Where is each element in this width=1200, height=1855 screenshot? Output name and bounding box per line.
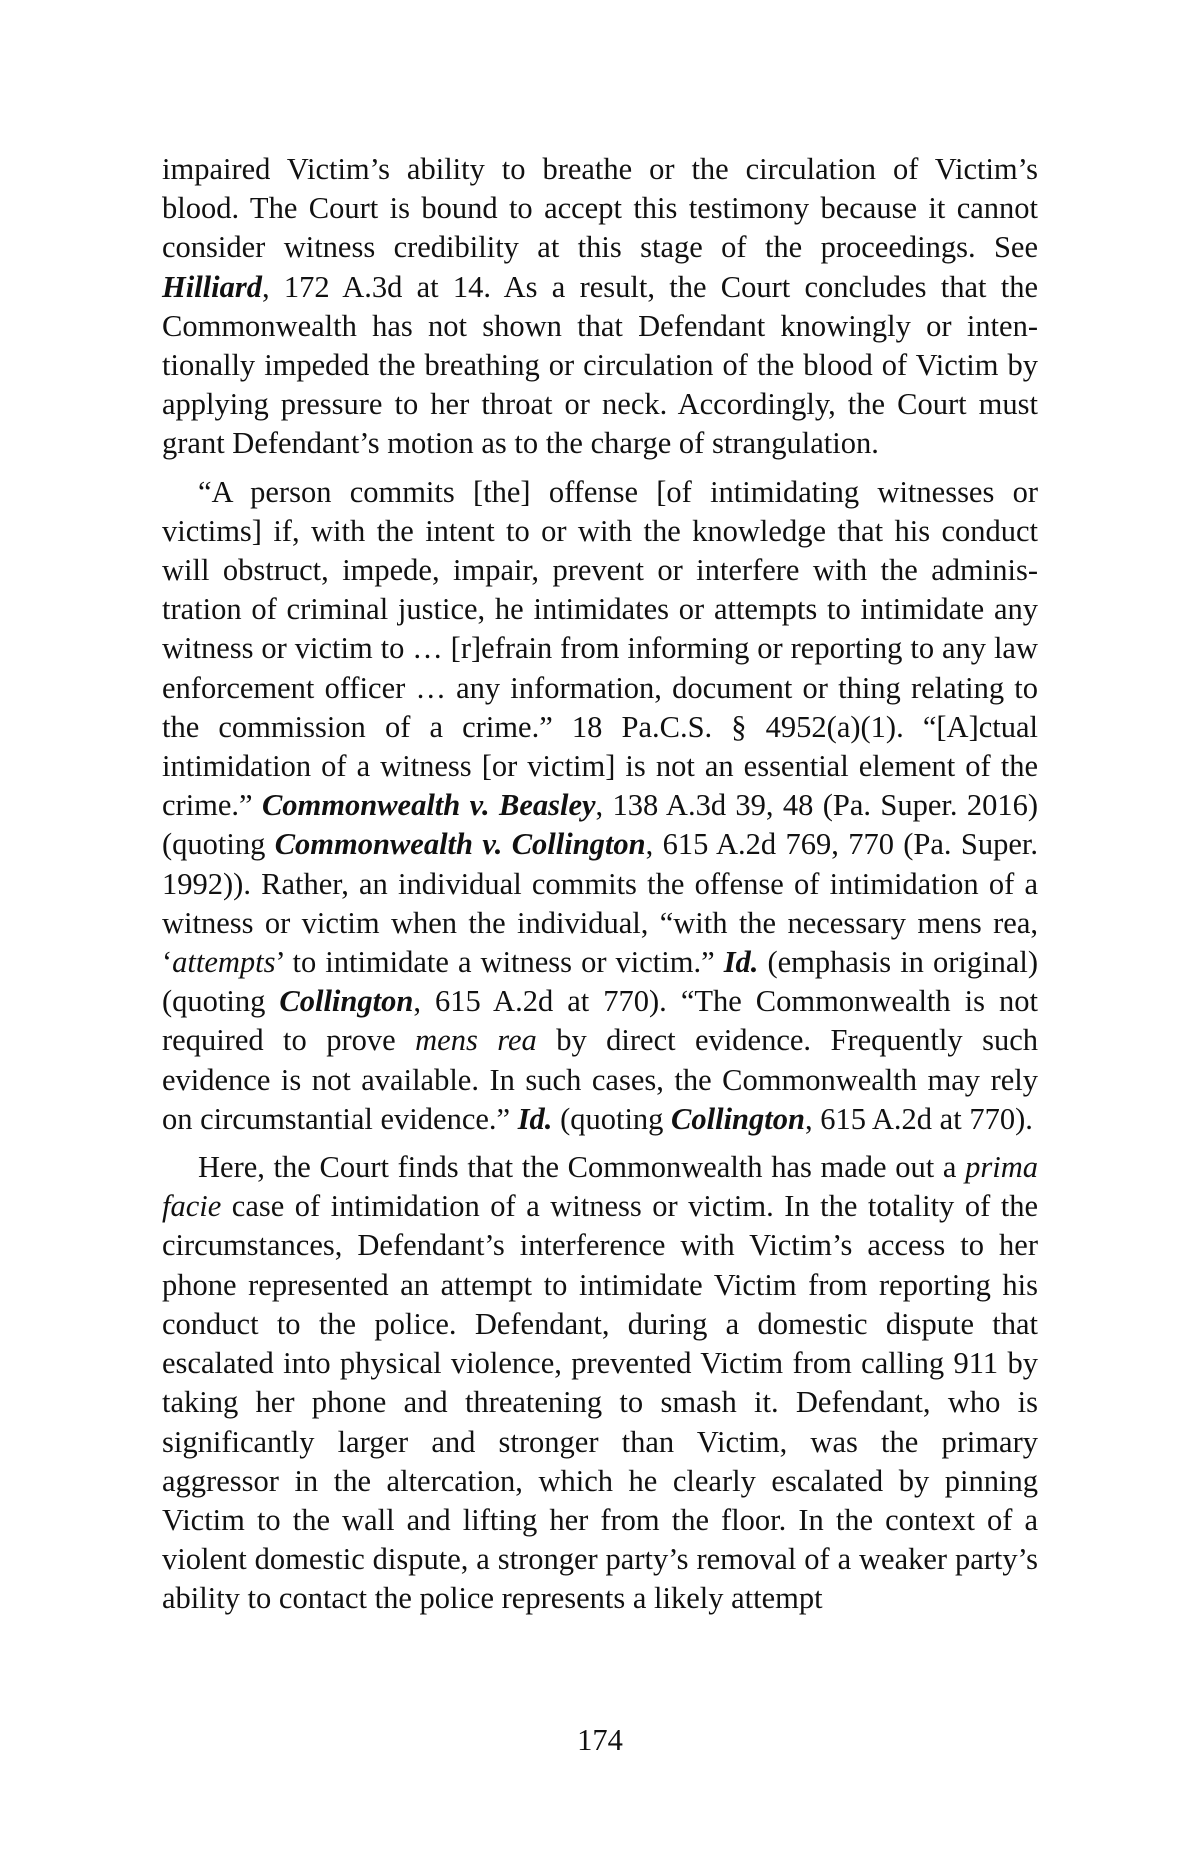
paragraph-text: impaired Victim’s ability to breathe or the circulation of Victim’s blood. The Court is bound to accept this testimony because it cannot consider witness credibility at this stage of the proceedings. See: [162, 152, 1038, 265]
paragraph-2: [162, 473, 1038, 1139]
paragraph-text: , 615 A.2d at 770).: [804, 1101, 1033, 1136]
page-body: [162, 150, 1038, 1619]
paragraph-text: , 615 A.2d 769, 770 (Pa. Super. 1992)). Rather, an individual commits the offense of intimidation of a witness or victim when the individual, “with the necessary mens rea, ‘: [162, 827, 1038, 980]
emphasized-term: mens rea: [415, 1023, 537, 1058]
case-citation: Collington: [671, 1101, 805, 1136]
paragraph-text: “A person commits [the] offense [of intimidating witnesses or victims] if, with the intent to or with the knowledge that his conduct will obstruct, impede, impair, prevent or interfere with the administration of criminal justice, he intimidates or attempts to intimidate any witness or victim to … [r]efrain from informing or reporting to any law enforcement officer … any information, document or thing relating to the commission of a crime.” 18 Pa.C.S. § 4952(a)(1). “[A]ctual intimidation of a witness [or victim] is not an essential element of the crime.”: [162, 474, 1038, 823]
paragraph-text: (quoting: [552, 1101, 672, 1136]
paragraph-text: , 615 A.2d at 770). “The Commonwealth is not required to prove: [162, 984, 1039, 1058]
emphasized-term: attempts: [172, 945, 276, 980]
paragraph-3: [162, 1148, 1038, 1618]
paragraph-text: Here, the Court finds that the Commonwealth has made out a: [198, 1150, 966, 1185]
case-citation: Id.: [723, 945, 759, 980]
paragraph-text: ’ to intimidate a witness or victim.”: [275, 945, 724, 980]
paragraph-text: by direct evidence. Frequently such evidence is not available. In such cases, the Commonwealth may rely on circumstantial evidence.”: [162, 1023, 1038, 1136]
paragraph-text: , 138 A.3d 39, 48 (Pa. Super. 2016) (quoting: [162, 788, 1038, 862]
paragraph-1: [162, 150, 1038, 464]
case-citation: Id.: [517, 1101, 553, 1136]
paragraph-text: (emphasis in original) (quoting: [162, 945, 1038, 1019]
case-citation: Commonwealth v. Collington: [274, 827, 646, 862]
emphasized-term: prima facie: [162, 1150, 1038, 1224]
case-citation: Hilliard: [162, 269, 262, 304]
page-number: 174: [577, 1723, 623, 1757]
paragraph-text: case of intimidation of a witness or victim. In the totality of the circumstances, Defendant’s interference with Victim’s access to her phone represented an attempt to intimidate Victim from reporting his conduct to the police. Defendant, during a domestic dispute that escalated into physical violence, prevented Victim from calling 911 by taking her phone and threatening to smash it. Defendant, who is significantly larger and stronger than Victim, was the primary aggressor in the altercation, which he clearly escalated by pinning Victim to the wall and lifting her from the floor. In the context of a violent domestic dispute, a stronger party’s removal of a weaker party’s ability to contact the police represents a likely attempt: [162, 1189, 1038, 1616]
paragraph-text: , 172 A.3d at 14. As a result, the Court concludes that the Commonwealth has not shown that Defendant knowingly or intentionally impeded the breathing or circulation of the blood of Victim by applying pressure to her throat or neck. Accordingly, the Court must grant Defendant’s motion as to the charge of strangulation.: [162, 269, 1038, 461]
case-citation: Collington: [279, 984, 414, 1019]
case-citation: Commonwealth v. Beasley: [261, 788, 596, 823]
